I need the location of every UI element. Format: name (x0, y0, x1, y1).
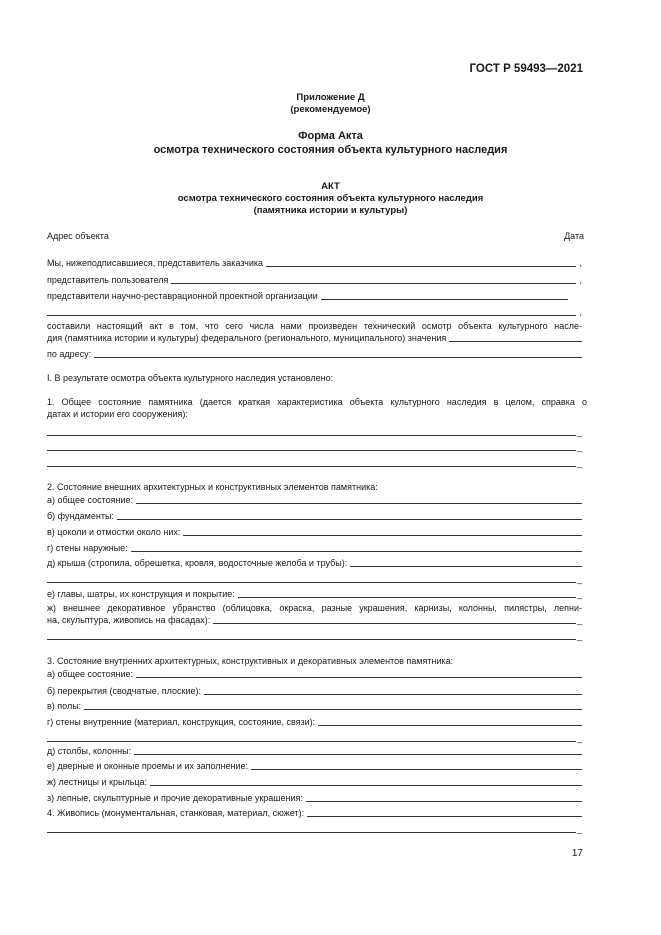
blank-line[interactable] (136, 502, 582, 504)
blank-line[interactable] (47, 314, 576, 316)
blank-line[interactable] (131, 550, 582, 552)
ext-decor-blank[interactable]: _ (47, 629, 582, 642)
blank-line[interactable] (47, 465, 576, 467)
user-rep-field[interactable] (47, 273, 582, 286)
blank-line[interactable] (136, 676, 582, 678)
significance-label: дия (памятника истории и культуры) федерального (регионального, муниципального) значения (47, 333, 447, 343)
blank-line[interactable] (47, 434, 576, 436)
comma: , (579, 275, 582, 285)
appendix-note: (рекомендуемое) (290, 104, 371, 115)
blank-line[interactable] (94, 356, 582, 358)
blank-line[interactable] (183, 534, 582, 536)
standard-number: ГОСТ Р 59493—2021 (469, 63, 583, 75)
blank-line[interactable] (47, 449, 576, 451)
section3-title: 3. Состояние внутренних архитектурных, конструктивных и декоративных элементов памятника: (47, 656, 454, 666)
ceilings-label: б) перекрытия (сводчатые, плоские): (47, 686, 202, 696)
form-title: Форма Акта (298, 130, 363, 142)
painting-blank[interactable]: _ (47, 822, 582, 835)
blank-line[interactable] (306, 800, 582, 802)
blank-line[interactable] (307, 815, 582, 817)
date-label: Дата (564, 231, 584, 241)
blank-line[interactable] (47, 831, 576, 833)
stairs-field[interactable] (47, 775, 582, 788)
blank-line[interactable] (47, 638, 576, 640)
act-subtitle-paren: (памятника истории и культуры) (253, 205, 408, 216)
plinths-field[interactable] (47, 525, 582, 538)
page-number: 17 (571, 848, 583, 859)
int-walls-field[interactable] (47, 715, 582, 728)
address-field-label: по адресу: (47, 349, 92, 359)
ext-decor-line1: ж) внешнее декоративное убранство (облицовка, окраска, разные украшения, карнизы, колонны, пилястры, лепни- (47, 603, 582, 613)
int-walls-label: г) стены внутренние (материал, конструкция, состояние, связи): (47, 717, 316, 727)
int-walls-blank[interactable]: _ (47, 731, 582, 744)
address-date-row (47, 231, 584, 241)
blank-line[interactable] (213, 622, 576, 624)
customer-rep-label: Мы, нижеподписавшиеся, представитель заказчика (47, 258, 264, 268)
blank-line[interactable] (150, 784, 582, 786)
blank-line[interactable] (350, 565, 582, 567)
item1-blank-2[interactable]: _ (47, 440, 582, 453)
address-field[interactable] (47, 347, 582, 360)
painting-field[interactable] (47, 806, 582, 819)
blank-line[interactable] (204, 693, 582, 695)
ext-general-label: а) общее состояние: (47, 495, 133, 505)
comma: , (579, 307, 582, 317)
item1-line1: 1. Общее состояние памятника (дается краткая характеристика объекта культурного наследия в целом, справка о (47, 397, 587, 407)
stairs-label: ж) лестницы и крыльца: (47, 777, 148, 787)
ext-walls-field[interactable] (47, 541, 582, 554)
foundations-label: б) фундаменты: (47, 511, 114, 521)
columns-label: д) столбы, колонны: (47, 746, 132, 756)
comma: , (579, 258, 582, 268)
ext-general-field[interactable] (47, 493, 582, 506)
section2-title: 2. Состояние внешних архитектурных и конструктивных элементов памятника: (47, 482, 378, 492)
user-rep-label: представитель пользователя (47, 275, 169, 285)
act-statement-line1: составили настоящий акт в том, что сего числа нами произведен технический осмотр объекта культурного насле- (47, 321, 582, 331)
blank-line[interactable] (449, 340, 582, 342)
blank-line[interactable] (134, 753, 582, 755)
blank-line[interactable] (47, 581, 576, 583)
blank-line[interactable] (171, 282, 576, 284)
form-subtitle: осмотра технического состояния объекта культурного наследия (153, 144, 508, 156)
foundations-field[interactable] (47, 509, 582, 522)
item1-line2: датах и истории его сооружения): (47, 409, 188, 419)
org-rep-label: представители научно-реставрационной проектной организации (47, 291, 318, 301)
blank-line[interactable] (117, 518, 582, 520)
ceilings-field[interactable] (47, 684, 582, 697)
openings-label: е) дверные и оконные проемы и их заполнение: (47, 761, 249, 771)
blank-line[interactable] (238, 596, 576, 598)
customer-rep-field[interactable] (47, 256, 582, 269)
blank-line[interactable] (321, 298, 568, 300)
roof-field[interactable] (47, 556, 582, 569)
ext-walls-label: г) стены наружные: (47, 543, 128, 553)
ext-decor-label: на, скульптура, живопись на фасадах): (47, 615, 211, 625)
blank-line[interactable] (84, 708, 582, 710)
roof-blank[interactable]: _ (47, 572, 582, 585)
domes-label: е) главы, шатры, их конструкция и покрытие: (47, 589, 235, 599)
int-decor-field[interactable] (47, 791, 582, 804)
blank-line[interactable] (251, 768, 582, 770)
item1-blank-1[interactable]: _ (47, 425, 582, 438)
org-rep-field[interactable] (47, 289, 582, 302)
domes-field[interactable]: е) главы, шатры, их конструкция и покрытие: _ (47, 589, 582, 599)
appendix-title: Приложение Д (296, 92, 365, 103)
int-general-label: а) общее состояние: (47, 669, 133, 679)
address-label: Адрес объекта (47, 231, 109, 241)
painting-label: 4. Живопись (монументальная, станковая, материал, сюжет): (47, 808, 305, 818)
int-general-field[interactable] (47, 667, 582, 680)
int-decor-label: з) лепные, скульптурные и прочие декоративные украшения: (47, 793, 303, 803)
blank-line[interactable] (266, 265, 576, 267)
significance-field[interactable] (47, 331, 582, 344)
floors-label: в) полы: (47, 701, 82, 711)
blank-line[interactable] (318, 724, 582, 726)
section1-intro: I. В результате осмотра объекта культурного наследия установлено: (47, 373, 334, 383)
blank-line[interactable] (47, 740, 576, 742)
openings-field[interactable] (47, 759, 582, 772)
ext-decor-field[interactable]: на, скульптура, живопись на фасадах): _ (47, 615, 582, 625)
floors-field[interactable] (47, 699, 582, 712)
org-rep-continuation[interactable] (47, 305, 582, 318)
roof-label: д) крыша (стропила, обрешетка, кровля, водосточные желоба и трубы): (47, 558, 348, 568)
act-title: АКТ (321, 181, 340, 192)
plinths-label: в) цоколи и отмостки около них: (47, 527, 181, 537)
item1-blank-3[interactable]: _ (47, 456, 582, 469)
columns-field[interactable] (47, 744, 582, 757)
act-subtitle: осмотра технического состояния объекта культурного наследия (177, 193, 484, 204)
